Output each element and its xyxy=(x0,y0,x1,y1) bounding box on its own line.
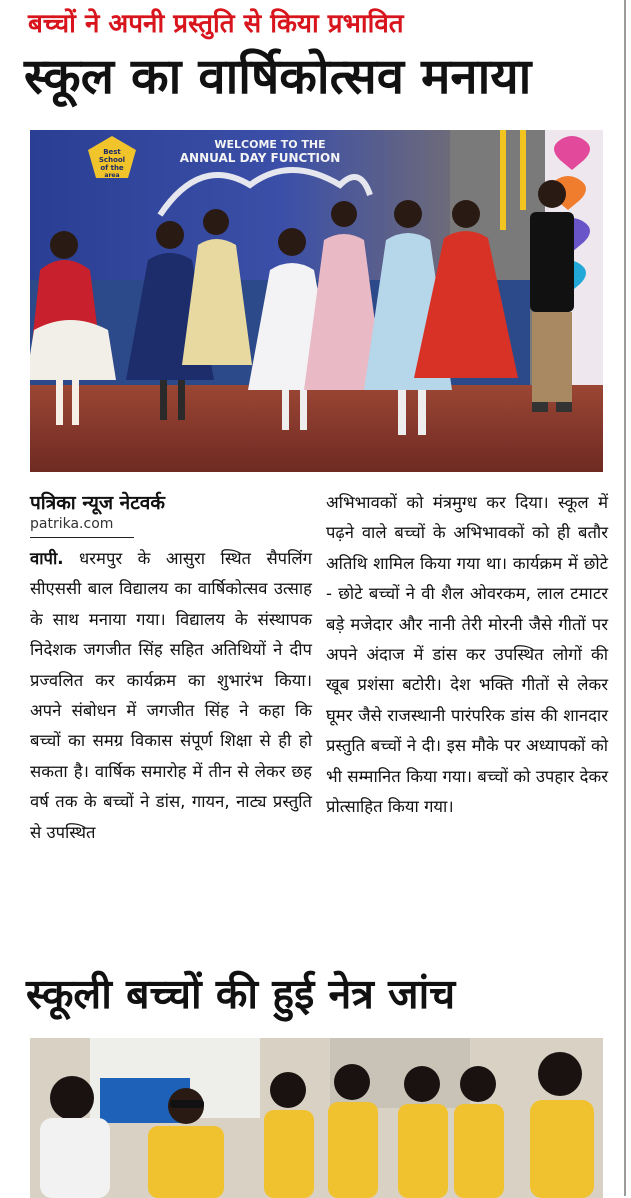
article-left-column xyxy=(30,490,312,848)
annual-day-photo xyxy=(30,130,603,472)
byline: पत्रिका न्यूज नेटवर्क xyxy=(30,492,165,514)
banner-line-2: ANNUAL DAY FUNCTION xyxy=(179,151,341,165)
body-text-right: अभिभावकों को मंत्रमुग्ध कर दिया। स्कूल में पढ़ने वाले बच्चों के अभिभावकों को ही बतौर अतिथि शामिल किया गया था। कार्यक्रम में छोटे - छोटे बच्चों ने वी शैल ओवरकम, लाल टमाटर बड़े मजेदार और नानी तेरी मोरनी जैसे गीतों पर अपने अंदाज में डांस कर उपस्थित लोगों की खूब प्रशंसा बटोरी। देश भक्ति गीतों से लेकर घूमर जैसे राजस्थानी पारंपरिक डांस की शानदार प्रस्तुति बच्चों ने दी। इस मौके पर अध्यापकों को भी सम्मानित किया गया। बच्चों को उपहार देकर प्रोत्साहित किया गया। xyxy=(326,493,608,817)
page-edge-rule xyxy=(624,0,626,1196)
badge-text-3: of the xyxy=(100,164,124,172)
second-article-headline: स्कूली बच्चों की हुई नेत्र जांच xyxy=(26,970,456,1018)
article-right-column xyxy=(326,488,608,822)
body-text-left xyxy=(30,544,312,848)
article-kicker: बच्चों ने अपनी प्रस्तुति से किया प्रभावित xyxy=(28,9,404,39)
badge-text-1: Best xyxy=(103,148,121,156)
banner-line-1: WELCOME TO THE xyxy=(214,138,326,151)
badge-text-4: area xyxy=(104,172,120,179)
article-headline: स्कूल का वार्षिकोत्सव मनाया xyxy=(24,48,532,105)
badge-text-2: School xyxy=(98,156,126,164)
dateline: वापी. xyxy=(30,549,64,568)
body-left-text: धरमपुर के आसुरा स्थित सैपलिंग सीएससी बाल विद्यालय का वार्षिकोत्सव उत्साह के साथ मनाया गया। विद्यालय के संस्थापक निदेशक जगजीत सिंह सहित अतिथियों ने दीप प्रज्वलित कर कार्यक्रम का शुभारंभ किया। अपने संबोधन में जगजीत सिंह ने कहा कि बच्चों का समग्र विकास संपूर्ण शिक्षा से ही हो सकता है। वार्षिक समारोह में तीन से लेकर छह वर्ष तक के बच्चों ने डांस, गायन, नाट्य प्रस्तुति से उपस्थित xyxy=(30,549,313,842)
eye-checkup-photo xyxy=(30,1038,603,1198)
byline-source: patrika.com xyxy=(30,516,114,532)
byline-rule xyxy=(30,537,134,538)
